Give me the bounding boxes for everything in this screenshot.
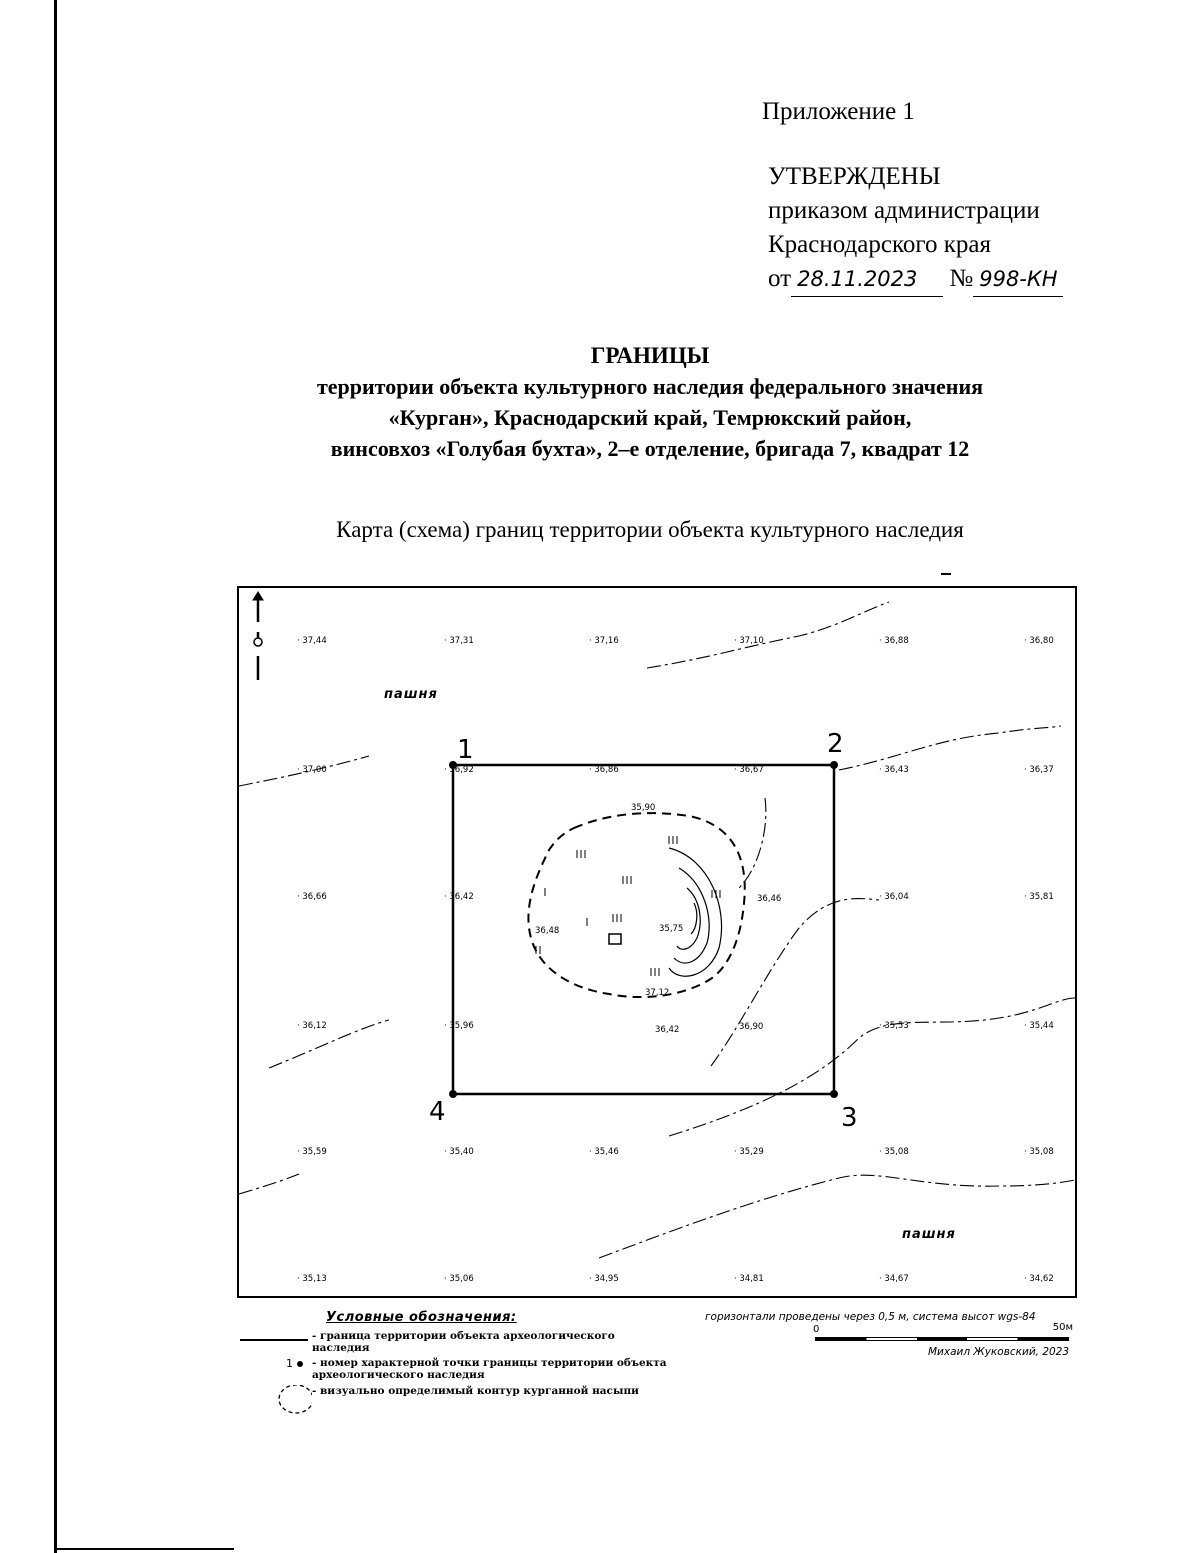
mound-labels (535, 803, 781, 1035)
elevation-label: · 37,00 (297, 765, 327, 775)
mound-elevation-lower-left: 36,42 (655, 1025, 680, 1035)
site-boundary (453, 765, 834, 1094)
elevation-label: · 35,46 (589, 1147, 619, 1157)
approval-number: 998-КН (973, 262, 1063, 297)
legend-title: Условные обозначения: (326, 1310, 517, 1325)
dashed-circle-icon (230, 1385, 312, 1425)
approval-date: 28.11.2023 (791, 262, 943, 297)
number-label: № (949, 265, 974, 292)
elevation-label: · 35,06 (444, 1274, 474, 1284)
scale-start: 0 (813, 1324, 820, 1335)
elevation-label: · 35,53 (879, 1021, 909, 1031)
elevation-label: · 37,16 (589, 636, 619, 646)
elevation-label: · 35,81 (1024, 892, 1054, 902)
land-label-bottom: пашня (902, 1227, 956, 1242)
elevation-label: · 35,08 (1024, 1147, 1054, 1157)
legend-item-mound (230, 1385, 672, 1405)
boundary-point-1: 1 (457, 735, 474, 765)
contour-line (711, 899, 879, 1066)
elevation-label: · 36,04 (879, 892, 909, 902)
elevation-label: · 36,12 (297, 1021, 327, 1031)
elevation-label: · 36,37 (1024, 765, 1054, 775)
mound-contours (609, 848, 722, 976)
contour-line (839, 726, 1061, 770)
elevation-label: · 34,81 (734, 1274, 764, 1284)
elevation-label: · 36,92 (444, 765, 474, 775)
contour-lines (239, 602, 1075, 1258)
elevation-label: · 36,88 (879, 636, 909, 646)
elevation-label: · 35,59 (297, 1147, 327, 1157)
map-canvas (239, 588, 1075, 1296)
scale-bar (813, 1324, 1073, 1348)
approved-title: УТВЕРЖДЕНЫ (768, 163, 941, 190)
elevation-label: · 36,80 (1024, 636, 1054, 646)
map-frame (237, 586, 1077, 1298)
elevation-label: · 37,10 (734, 636, 764, 646)
elevation-label: · 35,13 (297, 1274, 327, 1284)
scale-bar-segments (815, 1337, 1069, 1341)
boundary-point-3: 3 (841, 1103, 858, 1133)
legend-text-mound: - визуально определимый контур курганной насыпи (312, 1385, 639, 1397)
point-dot-icon (297, 1361, 303, 1367)
elevation-label: · 35,96 (444, 1021, 474, 1031)
contour-line (269, 1020, 389, 1068)
elevation-label: · 34,62 (1024, 1274, 1054, 1284)
elevation-label: · 34,95 (589, 1274, 619, 1284)
approved-line-2: приказом администрации (768, 197, 1040, 224)
survey-marker-icon (609, 934, 621, 944)
mound-contour (691, 903, 697, 934)
north-arrow-icon (253, 592, 263, 680)
title-main: ГРАНИЦЫ (590, 343, 710, 368)
document-title (60, 340, 1200, 464)
legend-item-boundary (230, 1330, 672, 1354)
elevation-label: · 36,67 (734, 765, 764, 775)
legend-text-boundary: - граница территории объекта археологического наследия (312, 1330, 615, 1354)
page-bottom-edge (54, 1548, 234, 1550)
map-author: Михаил Жуковский, 2023 (928, 1346, 1070, 1358)
contour-line (669, 998, 1075, 1136)
scale-end: 50м (1052, 1322, 1073, 1333)
land-label-top: пашня (384, 687, 438, 702)
elevation-label: · 35,08 (879, 1147, 909, 1157)
elevation-label: · 36,43 (879, 765, 909, 775)
mound-elevation-lower-right: 36,90 (739, 1022, 764, 1032)
map-subtitle: Карта (схема) границ территории объекта культурного наследия (336, 517, 964, 542)
mound-outline-symbol (230, 1385, 312, 1405)
contour-line (599, 1175, 1075, 1258)
elevation-label: · 37,31 (444, 636, 474, 646)
title-line-2: «Курган», Краснодарский край, Темрюкский район, (388, 405, 912, 430)
boundary-vertex (830, 1090, 838, 1098)
mound-elevation-center: 35,75 (659, 924, 684, 934)
contour-note: горизонтали проведены через 0,5 м, система высот wgs-84 (705, 1311, 1036, 1323)
elevation-label: · 34,67 (879, 1274, 909, 1284)
elevation-label: · 36,66 (297, 892, 327, 902)
approved-line-3: Краснодарского края (768, 231, 991, 258)
approval-block (768, 160, 1063, 297)
boundary-line-symbol (230, 1330, 312, 1350)
mound-contour (669, 848, 722, 976)
mound-outline (528, 813, 744, 997)
elevation-label: · 35,40 (444, 1147, 474, 1157)
mound-elevation-top: 35,90 (631, 803, 656, 813)
mound-elevation-right: 36,46 (757, 894, 782, 904)
elevation-label: · 36,86 (589, 765, 619, 775)
elevation-label: · 35,29 (734, 1147, 764, 1157)
contour-line (239, 1174, 299, 1194)
mound-elevation-left: 36,48 (535, 926, 560, 936)
boundary-point-2: 2 (827, 729, 844, 759)
mound-elevation-bottom: 37,12 (645, 988, 670, 998)
page-left-edge (54, 0, 57, 1553)
boundary-point-4: 4 (429, 1097, 446, 1127)
slope-hatching (536, 836, 720, 976)
boundary-vertex (449, 1090, 457, 1098)
boundary-vertex (830, 761, 838, 769)
legend-item-point (230, 1357, 672, 1381)
elevation-label: · 36,42 (444, 892, 474, 902)
elevation-label: · 37,44 (297, 636, 327, 646)
annex-label: Приложение 1 (762, 98, 915, 125)
frame-mark (941, 573, 951, 575)
title-line-3: винсовхоз «Голубая бухта», 2–е отделение, бригада 7, квадрат 12 (330, 436, 970, 461)
approval-date-line (768, 262, 1063, 297)
from-label: от (768, 265, 792, 292)
elevation-label: · 35,44 (1024, 1021, 1054, 1031)
point-symbol-label: 1 (286, 1357, 293, 1370)
title-line-1: территории объекта культурного наследия федерального значения (316, 374, 984, 399)
legend-text-point: - номер характерной точки границы территории объекта археологического наследия (312, 1357, 667, 1381)
point-symbol (230, 1357, 312, 1377)
contour-line (647, 602, 889, 668)
